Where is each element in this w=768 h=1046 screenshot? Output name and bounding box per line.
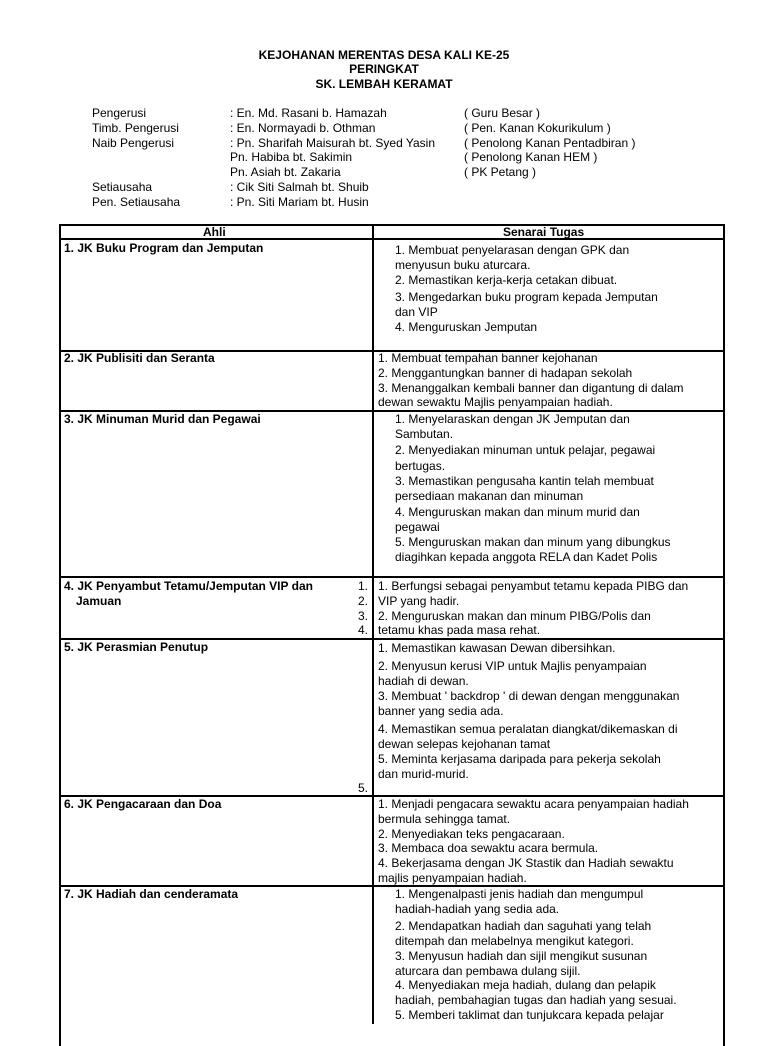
task-line: hadiah, pembahagian tugas dan hadiah yang sesuai. — [395, 993, 677, 1007]
task-line: 2. Menyediakan teks pengacaraan. — [378, 827, 565, 841]
task-line: majlis penyampaian hadiah. — [378, 871, 527, 885]
task-line: bertugas. — [395, 459, 446, 473]
task-line: 5. Memberi taklimat dan tunjukcara kepada pelajar — [395, 1008, 664, 1022]
committee-role: Pen. Setiausaha — [92, 195, 181, 209]
task-line: hadiah-hadiah yang sedia ada. — [395, 902, 560, 916]
row-committee-name: 1. JK Buku Program dan Jemputan — [64, 241, 264, 255]
task-line: ditempah dan melabelnya mengikut kategori. — [395, 934, 634, 948]
task-line: dan VIP — [395, 305, 438, 319]
column-header-ahli: Ahli — [203, 225, 226, 239]
row-committee-name: 2. JK Publisiti dan Seranta — [64, 351, 215, 365]
task-line: 4. Bekerjasama dengan JK Stastik dan Hadiah sewaktu — [378, 856, 674, 870]
committee-role: Setiausaha — [92, 180, 153, 194]
list-number: 1. — [357, 579, 368, 593]
row-committee-name: 6. JK Pengacaraan dan Doa — [64, 797, 222, 811]
task-line: menyusun buku aturcara. — [395, 258, 531, 272]
committee-post: ( Penolong Kanan Pentadbiran ) — [464, 136, 636, 150]
task-line: 3. Menyusun hadiah dan sijil mengikut susunan — [395, 949, 648, 963]
task-line: 2. Memastikan kerja-kerja cetakan dibuat. — [395, 273, 618, 287]
task-line: 1. Menyelaraskan dengan JK Jemputan dan — [395, 412, 630, 426]
column-divider — [372, 224, 374, 1024]
committee-role: Timb. Pengerusi — [92, 121, 179, 135]
task-line: 2. Menguruskan makan dan minum PIBG/Polis dan — [378, 609, 651, 623]
list-number: 3. — [357, 609, 368, 623]
committee-name: : En. Normayadi b. Othman — [230, 121, 376, 135]
task-line: 1. Mengenalpasti jenis hadiah dan mengumpul — [395, 887, 644, 901]
task-line: tetamu khas pada masa rehat. — [378, 623, 541, 637]
task-line: Sambutan. — [395, 427, 454, 441]
task-line: 2. Menyusun kerusi VIP untuk Majlis penyampaian — [378, 659, 647, 673]
task-line: 2. Mendapatkan hadiah dan saguhati yang telah — [395, 919, 652, 933]
task-line: aturcara dan pembawa dulang sijil. — [395, 964, 581, 978]
row-committee-name: 5. JK Perasmian Penutup — [64, 640, 209, 654]
task-line: diagihkan kepada anggota RELA dan Kadet Polis — [395, 550, 658, 564]
list-number: 2. — [357, 594, 368, 608]
committee-role: Naib Pengerusi — [92, 136, 175, 150]
row-divider — [59, 576, 723, 578]
doc-title-line2: PERINGKAT — [349, 62, 419, 76]
row-committee-name-cont: Jamuan — [76, 594, 122, 608]
task-line: 2. Menyediakan minuman untuk pelajar, pegawai — [395, 443, 656, 457]
task-line: 4. Memastikan semua peralatan diangkat/dikemaskan di — [378, 722, 678, 736]
task-line: 2. Menggantungkan banner di hadapan sekolah — [378, 366, 633, 380]
task-line: 4. Menguruskan Jemputan — [395, 320, 538, 334]
committee-post: ( Penolong Kanan HEM ) — [464, 150, 598, 164]
task-line: 1. Berfungsi sebagai penyambut tetamu kepada PIBG dan — [378, 579, 689, 593]
task-line: dan murid-murid. — [378, 767, 469, 781]
task-line: VIP yang hadir. — [378, 594, 460, 608]
row-committee-name: 3. JK Minuman Murid dan Pegawai — [64, 412, 261, 426]
task-line: banner yang sedia ada. — [378, 704, 504, 718]
column-header-tugas: Senarai Tugas — [503, 225, 585, 239]
committee-post: ( PK Petang ) — [464, 165, 537, 179]
committee-name: : Pn. Siti Mariam bt. Husin — [230, 195, 369, 209]
task-line: 3. Membuat ' backdrop ' di dewan dengan menggunakan — [378, 689, 680, 703]
task-line: dewan sewaktu Majlis penyampaian hadiah. — [378, 395, 613, 409]
task-line: 1. Membuat tempahan banner kejohanan — [378, 351, 598, 365]
row-divider — [59, 238, 723, 240]
committee-name: Pn. Habiba bt. Sakimin — [230, 150, 353, 164]
task-line: 1. Membuat penyelarasan dengan GPK dan — [395, 243, 630, 257]
task-line: 5. Meminta kerjasama daripada para pekerja sekolah — [378, 752, 661, 766]
committee-post: ( Guru Besar ) — [464, 106, 541, 120]
doc-title-line3: SK. LEMBAH KERAMAT — [315, 77, 453, 91]
row-committee-name: 7. JK Hadiah dan cenderamata — [64, 887, 239, 901]
committee-name: : En. Md. Rasani b. Hamazah — [230, 106, 387, 120]
list-number: 4. — [357, 623, 368, 637]
task-line: 5. Menguruskan makan dan minum yang dibungkus — [395, 535, 671, 549]
task-line: bermula sehingga tamat. — [378, 812, 511, 826]
task-line: persediaan makanan dan minuman — [395, 489, 584, 503]
committee-name: : Pn. Sharifah Maisurah bt. Syed Yasin — [230, 136, 436, 150]
list-number: 5. — [357, 781, 368, 795]
task-line: 4. Menguruskan makan dan minum murid dan — [395, 505, 640, 519]
committee-name: Pn. Asiah bt. Zakaria — [230, 165, 341, 179]
task-line: 3. Menanggalkan kembali banner dan digantung di dalam — [378, 381, 684, 395]
doc-title-line1: KEJOHANAN MERENTAS DESA KALI KE-25 — [258, 48, 510, 62]
task-line: dewan selepas kejohanan tamat — [378, 737, 551, 751]
committee-post: ( Pen. Kanan Kokurikulum ) — [464, 121, 611, 135]
task-line: hadiah di dewan. — [378, 674, 469, 688]
row-committee-name: 4. JK Penyambut Tetamu/Jemputan VIP dan — [64, 579, 313, 593]
task-line: 3. Mengedarkan buku program kepada Jemputan — [395, 290, 658, 304]
task-line: 1. Memastikan kawasan Dewan dibersihkan. — [378, 641, 616, 655]
task-line: 3. Membaca doa sewaktu acara bermula. — [378, 841, 599, 855]
committee-role: Pengerusi — [92, 106, 147, 120]
task-line: 1. Menjadi pengacara sewaktu acara penyampaian hadiah — [378, 797, 689, 811]
committee-name: : Cik Siti Salmah bt. Shuib — [230, 180, 369, 194]
task-line: 4. Menyediakan meja hadiah, dulang dan pelapik — [395, 978, 656, 992]
task-line: pegawai — [395, 520, 440, 534]
task-line: 3. Memastikan pengusaha kantin telah membuat — [395, 474, 654, 488]
